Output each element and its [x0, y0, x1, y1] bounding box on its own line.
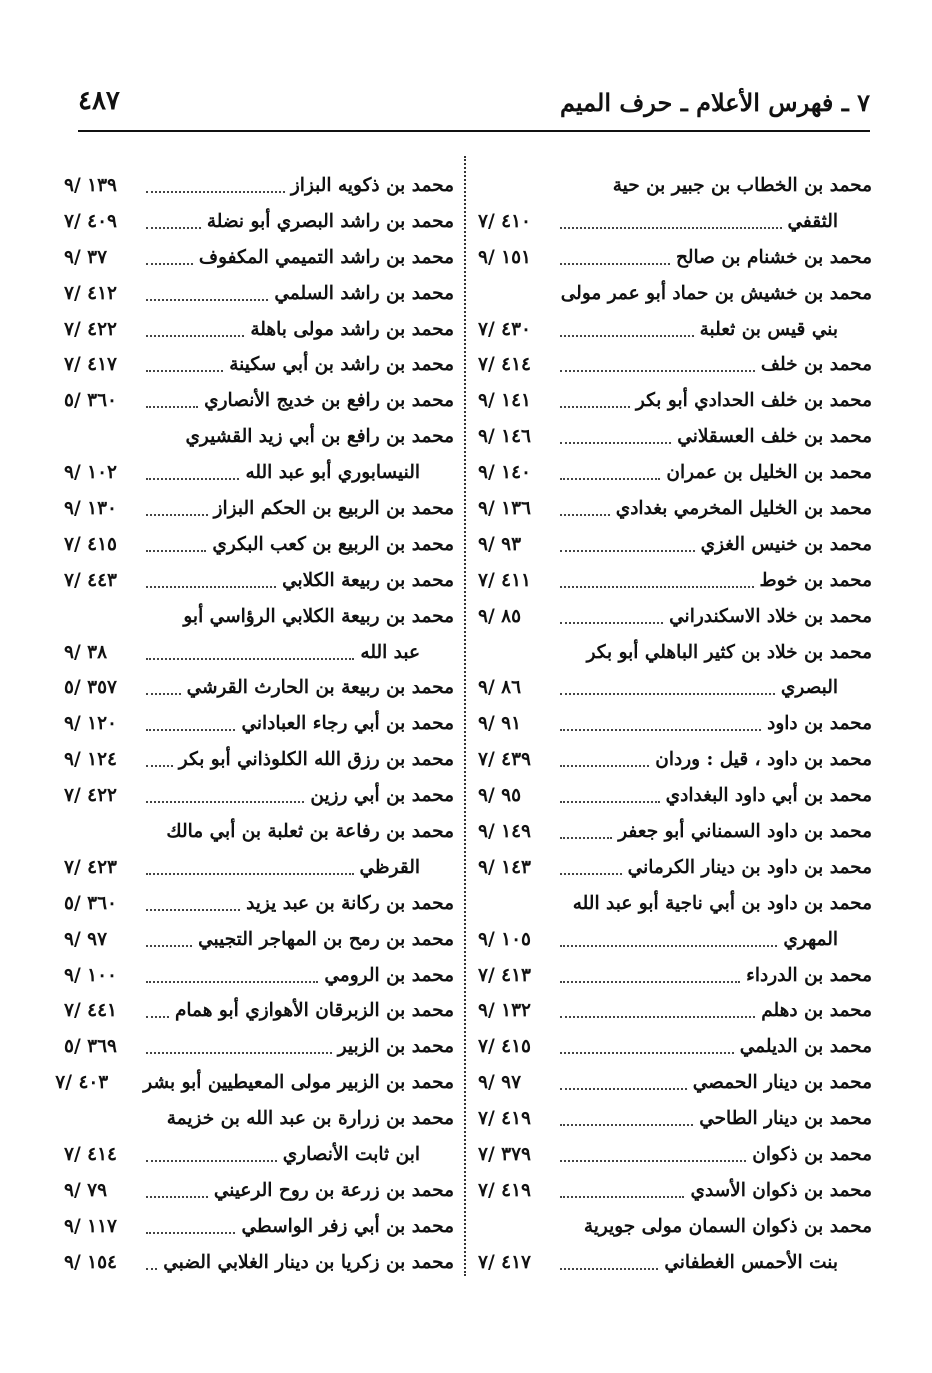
entry-name-line	[64, 312, 454, 348]
index-entry	[64, 276, 454, 312]
entry-name-line	[64, 1029, 454, 1065]
entry-name: محمد بن راشد البصري أبو نضلة	[206, 210, 454, 232]
volume-page-ref: ١٤٣ /٩	[478, 856, 531, 878]
entry-name: محمد بن خلف	[760, 354, 872, 376]
index-entry	[478, 527, 872, 563]
entry-name: محمد بن الربيع بن الحكم البزاز	[213, 498, 454, 520]
entry-name: محمد بن ذكوان السمان مولى جويرية	[583, 1215, 872, 1237]
entry-name: محمد بن الزبرقان الأهوازي أبو همام	[174, 1000, 454, 1022]
entry-name-line	[478, 276, 872, 312]
index-entry	[64, 706, 454, 742]
index-entry	[478, 168, 872, 240]
entry-name-line	[478, 1101, 872, 1137]
entry-name-line	[478, 491, 872, 527]
entry-name-line	[64, 527, 454, 563]
entry-name-line	[64, 922, 454, 958]
entry-name: محمد بن ربيعة الكلابي الرؤاسي أبو	[183, 605, 454, 627]
entry-name-line	[478, 958, 872, 994]
entry-name: محمد بن دينار الحمصي	[692, 1072, 872, 1094]
volume-page-ref: ١٤٦ /٩	[478, 426, 531, 448]
entry-name-line	[64, 706, 454, 742]
entry-name: محمد بن أبي رجاء العباداني	[241, 713, 454, 735]
volume-page-ref: ٨٥ /٩	[478, 605, 522, 627]
index-entry	[478, 599, 872, 635]
entry-name: محمد بن الزبير	[337, 1036, 454, 1058]
volume-page-ref: ٩٧ /٩	[478, 1072, 522, 1094]
page-header	[78, 84, 870, 132]
index-entry	[64, 563, 454, 599]
index-entry	[478, 1065, 872, 1101]
leader-dots	[146, 227, 201, 229]
entry-name: عبد الله	[360, 641, 420, 663]
leader-dots	[560, 442, 671, 444]
entry-continuation-line	[64, 455, 454, 491]
entry-continuation-line	[478, 312, 872, 348]
entry-name: محمد بن داود ، قيل : وردان	[655, 749, 872, 771]
volume-page-ref: ٣٧٩ /٧	[478, 1144, 531, 1166]
index-entry	[478, 1173, 872, 1209]
entry-name: محمد بن خوط	[759, 569, 872, 591]
index-entry	[478, 814, 872, 850]
index-entry	[64, 742, 454, 778]
entry-name-line	[478, 993, 872, 1029]
entry-name: محمد بن راشد التميمي المكفوف	[198, 246, 454, 268]
index-entry	[478, 383, 872, 419]
entry-name-line	[64, 347, 454, 383]
volume-page-ref: ٤١٤ /٧	[478, 354, 531, 376]
index-entry	[64, 1173, 454, 1209]
leader-dots	[560, 1196, 684, 1198]
entry-name: محمد بن ذكوان	[752, 1144, 872, 1166]
leader-dots	[146, 514, 208, 516]
volume-page-ref: ٩٧ /٩	[64, 928, 108, 950]
entry-continuation-line	[64, 1137, 454, 1173]
leader-dots	[146, 658, 354, 660]
entry-name: محمد بن رافع بن خديج الأنصاري	[204, 390, 454, 412]
entry-name: ابن ثابت الأنصاري	[282, 1144, 420, 1166]
volume-page-ref: ٤١٣ /٧	[478, 964, 531, 986]
volume-page-ref: ١٣٢ /٩	[478, 1000, 531, 1022]
index-entry	[478, 419, 872, 455]
entry-name-line	[64, 204, 454, 240]
index-entry	[64, 1209, 454, 1245]
entry-name: محمد بن ركانة بن عبد يزيد	[246, 892, 454, 914]
entry-name-line	[64, 599, 454, 635]
leader-dots	[146, 478, 239, 480]
index-entry	[64, 491, 454, 527]
page-number: ٤٨٧	[78, 86, 120, 116]
volume-page-ref: ١٥٤ /٩	[64, 1251, 117, 1273]
index-entry	[478, 240, 872, 276]
entry-name: محمد بن الربيع بن كعب البكري	[212, 533, 454, 555]
entry-continuation-line	[478, 670, 872, 706]
leader-dots	[560, 550, 695, 552]
index-entry	[64, 527, 454, 563]
volume-page-ref: ٩٥ /٩	[478, 785, 522, 807]
entry-name: محمد بن خلاد الاسكندراني	[669, 605, 872, 627]
volume-page-ref: ٤١٧ /٧	[64, 354, 117, 376]
entry-name-line	[64, 1101, 454, 1137]
entry-name: محمد بن داود	[767, 713, 872, 735]
entry-name-line	[64, 814, 454, 850]
entry-name: محمد بن الخليل بن عمران	[666, 462, 872, 484]
volume-page-ref: ٣٦٩ /٥	[64, 1036, 117, 1058]
entry-name-line	[478, 814, 872, 850]
entry-name-line	[478, 563, 872, 599]
entry-name: محمد بن الخطاب بن جبير بن حية	[612, 175, 872, 196]
index-entry	[478, 706, 872, 742]
entry-name: محمد بن الديلمي	[739, 1036, 872, 1058]
entry-name: محمد بن الخليل المخرمي بغدادي	[615, 498, 872, 520]
leader-dots	[560, 622, 663, 624]
index-column-right	[478, 168, 872, 1278]
index-entry	[64, 922, 454, 958]
entry-name: محمد بن أبي داود البغدادي	[665, 785, 872, 807]
index-entry	[64, 168, 454, 204]
entry-continuation-line	[478, 204, 872, 240]
entry-name: محمد بن دينار الطاحي	[699, 1108, 872, 1130]
volume-page-ref: ٤١٤ /٧	[64, 1144, 117, 1166]
index-entry	[478, 886, 872, 958]
volume-page-ref: ١٤١ /٩	[478, 390, 531, 412]
volume-page-ref: ٣٥٧ /٥	[64, 677, 117, 699]
entry-name: محمد بن خلاد بن كثير الباهلي أبو بكر	[586, 641, 872, 663]
entry-name-line	[64, 778, 454, 814]
index-entry	[64, 419, 454, 491]
volume-page-ref: ١٣٠ /٩	[64, 498, 117, 520]
leader-dots	[560, 981, 740, 983]
index-entry	[478, 276, 872, 348]
volume-page-ref: ٩١ /٩	[478, 713, 522, 735]
entry-name: المهري	[783, 928, 838, 950]
index-entry	[64, 993, 454, 1029]
index-column-left	[55, 168, 454, 1278]
entry-name-line	[478, 527, 872, 563]
entry-name-line	[478, 850, 872, 886]
index-entry	[64, 312, 454, 348]
leader-dots	[146, 263, 193, 265]
entry-name: محمد بن زرعة بن روح الرعيني	[213, 1179, 454, 1201]
index-entry	[64, 886, 454, 922]
entry-name: محمد بن دهلم	[761, 1000, 872, 1022]
entry-continuation-line	[64, 635, 454, 671]
entry-name-line	[478, 1029, 872, 1065]
entry-name: محمد بن خنيس الغزي	[700, 533, 872, 555]
index-entry	[478, 491, 872, 527]
entry-name-line	[64, 742, 454, 778]
volume-page-ref: ٤١٧ /٧	[478, 1251, 531, 1273]
entry-name: القرظي	[359, 856, 420, 878]
volume-page-ref: ٤١٩ /٧	[478, 1108, 531, 1130]
leader-dots	[146, 1160, 277, 1162]
volume-page-ref: ٤٢٢ /٧	[64, 318, 117, 340]
volume-page-ref: ٤٤٣ /٧	[64, 569, 117, 591]
entry-name: محمد بن زرارة بن عبد الله بن خزيمة	[166, 1108, 454, 1130]
index-entry	[478, 778, 872, 814]
column-divider	[464, 156, 466, 1276]
index-entry	[478, 742, 872, 778]
index-entry	[64, 670, 454, 706]
entry-name: محمد بن خشيش بن حماد أبو عمر مولى	[560, 282, 872, 304]
volume-page-ref: ١٢٤ /٩	[64, 749, 117, 771]
entry-name: محمد بن زكريا بن دينار الغلابي الضبي	[163, 1251, 454, 1273]
entry-name: الثقفي	[787, 210, 838, 232]
volume-page-ref: ٤١٥ /٧	[64, 533, 117, 555]
entry-name: محمد بن رمح بن المهاجر التجيبي	[198, 928, 454, 950]
volume-page-ref: ٣٦٠ /٥	[64, 390, 117, 412]
entry-name-line	[478, 168, 872, 204]
index-entry	[64, 383, 454, 419]
leader-dots	[560, 693, 775, 695]
volume-page-ref: ١٠٥ /٩	[478, 928, 531, 950]
entry-name: محمد بن داود السمناني أبو جعفر	[618, 821, 872, 843]
running-title: ٧ ـ فهرس الأعلام ـ حرف الميم	[559, 88, 870, 117]
volume-page-ref: ٧٩ /٩	[64, 1179, 108, 1201]
index-entry	[478, 850, 872, 886]
leader-dots	[560, 514, 610, 516]
volume-page-ref: ٤٠٩ /٧	[64, 210, 117, 232]
leader-dots	[560, 1016, 755, 1018]
entry-name-line	[478, 419, 872, 455]
entry-continuation-line	[478, 1245, 872, 1281]
leader-dots	[146, 586, 276, 588]
volume-page-ref: ٤١٩ /٧	[478, 1179, 531, 1201]
entry-name: محمد بن داود بن أبي ناجية أبو عبد الله	[572, 892, 872, 914]
entry-name: محمد بن راشد السلمي	[274, 282, 454, 304]
volume-page-ref: ٣٨ /٩	[64, 641, 108, 663]
entry-continuation-line	[64, 850, 454, 886]
entry-name-line	[64, 276, 454, 312]
index-entry	[64, 1101, 454, 1173]
leader-dots	[560, 370, 755, 372]
leader-dots	[560, 227, 782, 229]
leader-dots	[146, 729, 235, 731]
entry-name-line	[478, 383, 872, 419]
entry-name-line	[64, 383, 454, 419]
leader-dots	[560, 1052, 734, 1054]
entry-name-line	[64, 1209, 454, 1245]
leader-dots	[560, 263, 670, 265]
leader-dots	[146, 550, 206, 552]
entry-name: محمد بن أبي زفر الواسطي	[241, 1215, 454, 1237]
entry-name-line	[478, 347, 872, 383]
volume-page-ref: ١١٧ /٩	[64, 1215, 117, 1237]
entry-name: محمد بن ذكوان الأسدي	[690, 1179, 872, 1201]
volume-page-ref: ٤٣٠ /٧	[478, 318, 531, 340]
entry-name-line	[478, 1173, 872, 1209]
leader-dots	[146, 801, 304, 803]
volume-page-ref: ١٠٠ /٩	[64, 964, 117, 986]
entry-name-line	[478, 635, 872, 671]
volume-page-ref: ٤١٢ /٧	[64, 282, 117, 304]
volume-page-ref: ٨٦ /٩	[478, 677, 522, 699]
entry-name-line	[64, 958, 454, 994]
leader-dots	[146, 945, 192, 947]
leader-dots	[560, 873, 622, 875]
volume-page-ref: ٤٣٩ /٧	[478, 749, 531, 771]
entry-name: محمد بن ذكويه البزاز	[290, 175, 454, 196]
entry-name: محمد بن رافع بن أبي زيد القشيري	[185, 426, 454, 448]
entry-name-line	[478, 599, 872, 635]
index-entry	[64, 958, 454, 994]
leader-dots	[146, 335, 244, 337]
entry-name: النيسابوري أبو عبد الله	[245, 462, 420, 484]
entry-continuation-line	[478, 922, 872, 958]
index-entry	[478, 993, 872, 1029]
entry-name: محمد بن راشد بن أبي سكينة	[229, 354, 454, 376]
volume-page-ref: ١٣٦ /٩	[478, 498, 531, 520]
entry-name-line	[478, 1137, 872, 1173]
entry-name: محمد بن راشد مولى باهلة	[250, 318, 454, 340]
leader-dots	[146, 299, 268, 301]
entry-name-line	[64, 419, 454, 455]
index-entry	[478, 1101, 872, 1137]
entry-name: محمد بن أبي رزين	[310, 785, 454, 807]
entry-name: محمد بن الدرداء	[746, 964, 872, 986]
leader-dots	[146, 693, 181, 695]
entry-name: محمد بن رزق الله الكلوذاني أبو بكر	[178, 749, 454, 771]
leader-dots	[560, 406, 630, 408]
volume-page-ref: ١٤٠ /٩	[478, 462, 531, 484]
entry-name-line	[478, 778, 872, 814]
entry-name-line	[64, 168, 454, 204]
leader-dots	[560, 945, 777, 947]
volume-page-ref: ٤١٠ /٧	[478, 210, 531, 232]
entry-name-line	[478, 240, 872, 276]
leader-dots	[560, 586, 754, 588]
index-entry	[64, 1245, 454, 1281]
index-entry	[478, 958, 872, 994]
index-entry	[55, 1065, 454, 1101]
entry-name-line	[478, 886, 872, 922]
entry-name-line	[64, 993, 454, 1029]
volume-page-ref: ١٣٩ /٩	[64, 175, 117, 196]
index-entry	[64, 814, 454, 886]
index-entry	[478, 347, 872, 383]
leader-dots	[560, 335, 694, 337]
leader-dots	[560, 1268, 658, 1270]
index-entry	[64, 204, 454, 240]
leader-dots	[560, 1124, 693, 1126]
volume-page-ref: ١٥١ /٩	[478, 246, 531, 268]
entry-name-line	[64, 1173, 454, 1209]
entry-name-line	[478, 1209, 872, 1245]
leader-dots	[146, 765, 173, 767]
volume-page-ref: ٩٣ /٩	[478, 533, 522, 555]
entry-name: بنت الأحمس الغطفاني	[664, 1251, 838, 1273]
index-entry	[478, 1029, 872, 1065]
entry-name: محمد بن رفاعة بن ثعلبة بن أبي مالك	[166, 821, 454, 843]
entry-name-line	[64, 1245, 454, 1281]
entry-name-line	[478, 455, 872, 491]
entry-name: محمد بن خشنام بن صالح	[675, 246, 872, 268]
entry-name: محمد بن الرومي	[324, 964, 454, 986]
leader-dots	[146, 406, 198, 408]
index-entry	[64, 778, 454, 814]
entry-name-line	[478, 706, 872, 742]
entry-name-line	[64, 670, 454, 706]
leader-dots	[560, 801, 660, 803]
entry-name-line	[55, 1065, 454, 1101]
volume-page-ref: ٤١٥ /٧	[478, 1036, 531, 1058]
entry-name: محمد بن ربيعة بن الحارث القرشي	[186, 677, 454, 699]
volume-page-ref: ٤٢٢ /٧	[64, 785, 117, 807]
leader-dots	[146, 1232, 235, 1234]
leader-dots	[146, 1016, 169, 1018]
leader-dots	[560, 729, 761, 731]
leader-dots	[560, 837, 612, 839]
index-entry	[478, 1137, 872, 1173]
index-entry	[478, 1209, 872, 1281]
entry-name-line	[478, 1065, 872, 1101]
index-entry	[64, 599, 454, 671]
entry-name: البصري	[780, 677, 838, 699]
entry-name: محمد بن الزبير مولى المعيطيين أبو بشر	[143, 1072, 454, 1094]
leader-dots	[146, 981, 318, 983]
leader-dots	[146, 370, 223, 372]
entry-name-line	[64, 563, 454, 599]
volume-page-ref: ١٠٢ /٩	[64, 462, 117, 484]
index-entry	[478, 635, 872, 707]
leader-dots	[146, 909, 240, 911]
index-entry	[64, 240, 454, 276]
entry-name: محمد بن خلف العسقلاني	[677, 426, 872, 448]
index-entry	[478, 563, 872, 599]
leader-dots	[146, 1196, 208, 1198]
entry-name-line	[64, 886, 454, 922]
leader-dots	[146, 873, 354, 875]
entry-name: محمد بن داود بن دينار الكرماني	[627, 856, 872, 878]
volume-page-ref: ١٢٠ /٩	[64, 713, 117, 735]
entry-name-line	[64, 491, 454, 527]
volume-page-ref: ٣٧ /٩	[64, 246, 108, 268]
leader-dots	[146, 191, 285, 193]
entry-name-line	[64, 240, 454, 276]
entry-name-line	[478, 742, 872, 778]
leader-dots	[560, 1160, 746, 1162]
entry-name: محمد بن خلف الحدادي أبو بكر	[635, 390, 872, 412]
index-entry	[478, 455, 872, 491]
leader-dots	[146, 1052, 332, 1054]
index-entry	[64, 1029, 454, 1065]
entry-name: بني قيس بن ثعلبة	[699, 318, 838, 340]
leader-dots	[146, 1268, 157, 1270]
volume-page-ref: ٤٠٣ /٧	[55, 1072, 109, 1094]
entry-name: محمد بن ربيعة الكلابي	[282, 569, 454, 591]
volume-page-ref: ٤٤١ /٧	[64, 1000, 117, 1022]
volume-page-ref: ١٤٩ /٩	[478, 821, 531, 843]
volume-page-ref: ٤٢٣ /٧	[64, 856, 117, 878]
leader-dots	[560, 765, 649, 767]
leader-dots	[560, 478, 660, 480]
index-entry	[64, 347, 454, 383]
volume-page-ref: ٤١١ /٧	[478, 569, 531, 591]
volume-page-ref: ٣٦٠ /٥	[64, 892, 117, 914]
leader-dots	[560, 1088, 687, 1090]
